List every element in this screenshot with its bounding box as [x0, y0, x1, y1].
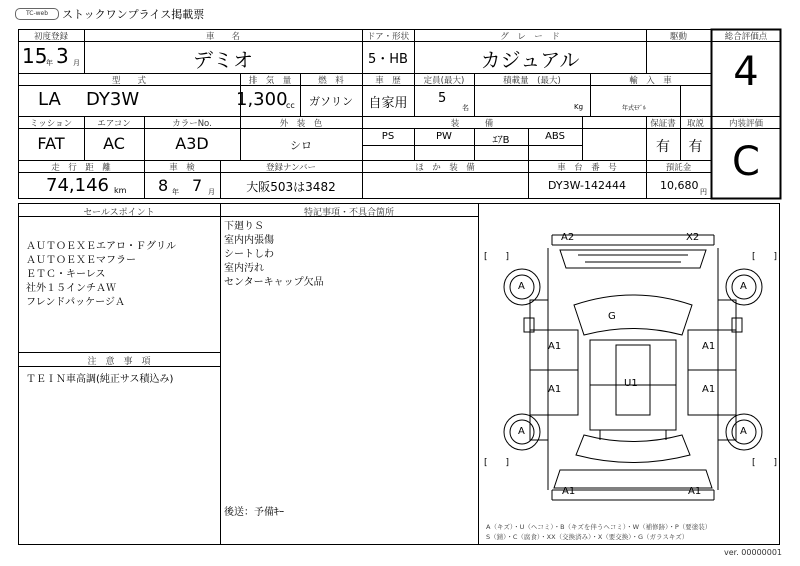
capacity: 5 — [438, 91, 447, 106]
label-manual: 取説 — [686, 119, 704, 129]
label-history: 車 歴 — [375, 76, 401, 86]
damage-legend-line-2: S（錆）・C（腐食）・XX（交換済み）・X（要交換）・G（ガラスキズ） — [486, 533, 689, 541]
label-overall-score: 総合評価点 — [724, 32, 768, 42]
label-deposit: 預託金 — [665, 163, 692, 173]
damage-mark: A — [740, 281, 747, 292]
label-mileage: 走 行 距 離 — [51, 163, 111, 173]
damage-legend-line-1: A（キズ）・U（ヘコミ）・B（キズを伴うヘコミ）・W（補修跡）・P（要塗装） — [486, 523, 712, 531]
bracket-mark: [ ] — [484, 252, 510, 262]
sales-point-item: ＡＵＴＯＥＸＥマフラー — [26, 255, 136, 266]
label-displacement: 排 気 量 — [248, 76, 292, 86]
damage-mark: G — [608, 311, 616, 322]
mileage: 74,146 — [46, 175, 109, 196]
brand-logo: TC-web — [15, 8, 59, 20]
plate-number: 大阪503は3482 — [246, 180, 336, 194]
displacement-unit: cc — [286, 101, 295, 110]
equip-2: PW — [436, 131, 452, 142]
car-diagram — [504, 235, 762, 500]
bracket-mark: [ ] — [484, 458, 510, 468]
damage-mark: A1 — [562, 486, 576, 497]
remark-item: センターキャップ欠品 — [224, 277, 324, 288]
remark-item: 室内内張傷 — [224, 235, 274, 246]
chassis-number: DY3W-142444 — [548, 179, 626, 192]
damage-mark: A1 — [688, 486, 702, 497]
label-drive: 駆動 — [669, 32, 687, 42]
page-title: ストックワンプライス掲載票 — [62, 8, 205, 21]
label-warranty: 保証書 — [650, 119, 676, 129]
displacement: 1,300 — [236, 89, 288, 110]
label-aircon: エアコン — [97, 119, 131, 129]
damage-mark: A1 — [702, 384, 716, 395]
version-label: ver. 00000001 — [724, 548, 783, 557]
import-model-year: 年式ﾓﾃﾞﾙ — [622, 105, 647, 112]
history: 自家用 — [368, 96, 408, 111]
damage-mark: U1 — [624, 378, 638, 389]
equip-1: PS — [381, 131, 395, 142]
equip-4: ABS — [545, 131, 565, 142]
bracket-mark: [ ] — [752, 252, 778, 262]
car-name: デミオ — [193, 48, 253, 72]
label-ext-color: 外 装 色 — [279, 119, 323, 129]
grade: カジュアル — [480, 48, 580, 72]
label-door-shape: ドア・形状 — [366, 32, 410, 42]
sales-point-item: ＥＴＣ・キーレス — [26, 269, 106, 280]
damage-mark: X2 — [686, 232, 700, 243]
damage-mark: A — [518, 426, 525, 437]
label-model: 型 式 — [111, 76, 146, 86]
damage-mark: A1 — [548, 384, 562, 395]
note-item: ＴＥＩＮ車高調(純正サス積込み) — [26, 374, 174, 385]
mission: FAT — [37, 134, 65, 153]
first-reg-month: 3 — [56, 44, 69, 68]
inspection-year: 8 — [158, 176, 169, 195]
label-interior-score: 内装評価 — [728, 119, 763, 129]
label-mission: ミッション — [29, 119, 73, 129]
damage-mark: A1 — [702, 341, 716, 352]
label-car-name: 車 名 — [205, 32, 240, 42]
label-import: 輸 入 車 — [629, 76, 672, 86]
label-chassis: 車 台 番 号 — [557, 163, 617, 173]
remark-item: シートしわ — [224, 249, 274, 260]
aircon: AC — [103, 134, 125, 153]
inspection-month: 7 — [192, 176, 203, 195]
label-load: 積載量 (最大) — [503, 76, 561, 86]
color-no: A3D — [175, 134, 209, 153]
damage-mark: A — [740, 426, 747, 437]
label-grade: グ レ ー ド — [500, 32, 560, 42]
label-equipment: 装 備 — [450, 119, 494, 129]
label-inspection: 車 検 — [169, 163, 195, 173]
deposit: 10,680 — [660, 179, 699, 192]
first-reg-year-unit: 年 — [46, 59, 53, 67]
damage-mark: A — [518, 281, 525, 292]
remark-item: 下廻りＳ — [224, 221, 264, 232]
sales-points-title: セールスポイント — [83, 208, 155, 218]
manual: 有 — [688, 139, 703, 155]
label-capacity: 定員(最大) — [423, 76, 465, 86]
bracket-mark: [ ] — [752, 458, 778, 468]
damage-mark: A1 — [548, 341, 562, 352]
label-plate: 登録ナンバー — [266, 163, 316, 173]
inspection-year-unit: 年 — [172, 188, 179, 196]
ext-color: シロ — [290, 139, 312, 152]
deposit-unit: 円 — [700, 188, 707, 196]
interior-score: C — [732, 139, 760, 185]
model-code: DY3W — [86, 89, 140, 110]
model-prefix: LA — [38, 89, 61, 110]
remark-item: 室内汚れ — [224, 263, 264, 274]
remarks-title: 特記事項・不具合箇所 — [303, 208, 394, 218]
door-shape: 5・HB — [368, 52, 408, 67]
equip-3: ｴｱB — [492, 135, 510, 146]
label-color-no: カラーNo. — [172, 119, 212, 129]
fuel: ガソリン — [309, 95, 353, 108]
load-unit: Kg — [574, 103, 584, 111]
remarks-footer: 後送：予備ｷｰ — [224, 507, 284, 518]
damage-mark: A2 — [561, 232, 575, 243]
label-other-equip: ほ か 装 備 — [415, 163, 475, 173]
sales-point-item: ＡＵＴＯＥＸＥエアロ・Ｆグリル — [26, 241, 176, 252]
capacity-unit: 名 — [462, 104, 469, 112]
label-first-reg: 初度登録 — [33, 32, 68, 42]
warranty: 有 — [656, 139, 670, 155]
overall-score: 4 — [733, 49, 759, 95]
sales-point-item: 社外１５インチＡＷ — [26, 283, 116, 294]
first-reg-year: 15 — [22, 44, 48, 68]
inspection-month-unit: 月 — [208, 188, 215, 196]
notes-title: 注 意 事 項 — [87, 357, 151, 367]
label-fuel: 燃 料 — [318, 76, 344, 86]
sales-point-item: フレンドパッケージＡ — [26, 297, 125, 308]
first-reg-month-unit: 月 — [73, 59, 80, 67]
mileage-unit: km — [114, 186, 127, 195]
